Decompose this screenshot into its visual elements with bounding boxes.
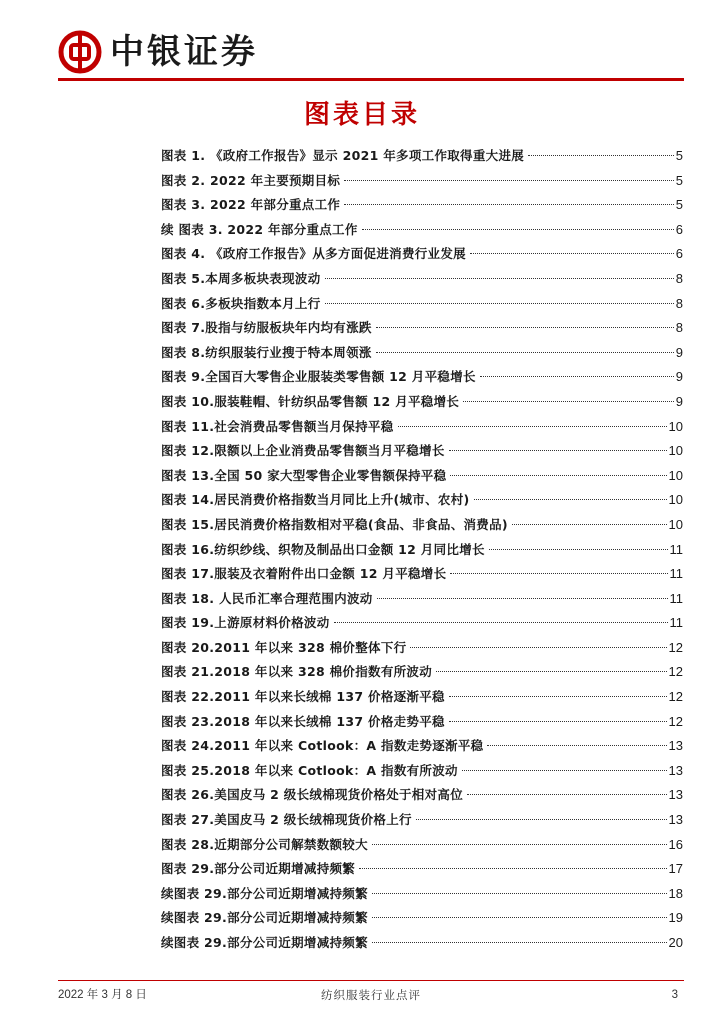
toc-entry[interactable] [161, 734, 683, 759]
toc-entry[interactable] [161, 316, 683, 341]
toc-entry-label: 图表 21.2018 年以来 328 棉价指数有所波动 [161, 664, 433, 680]
toc-entry[interactable] [161, 660, 683, 685]
toc-dot-leader [528, 155, 674, 156]
toc-entry-page: 11 [669, 566, 683, 582]
toc-entry-page: 10 [668, 418, 683, 434]
toc-entry[interactable] [161, 169, 683, 194]
toc-entry[interactable] [161, 685, 683, 710]
toc-entry-label: 图表 13.全国 50 家大型零售企业零售额保持平稳 [161, 467, 447, 483]
toc-entry-label: 图表 10.服装鞋帽、针纺织品零售额 12 月平稳增长 [161, 393, 460, 409]
toc-dot-leader [325, 303, 674, 304]
toc-dot-leader [359, 868, 666, 869]
toc-entry[interactable] [161, 857, 683, 882]
toc-entry-label: 图表 26.美国皮马 2 级长绒棉现货价格处于相对高位 [161, 787, 463, 803]
toc-entry-label: 图表 2. 2022 年主要预期目标 [161, 172, 341, 188]
toc-dot-leader [470, 253, 674, 254]
header-divider [58, 78, 684, 81]
toc-dot-leader [512, 524, 667, 525]
toc-entry-page: 11 [669, 590, 683, 606]
toc-entry[interactable] [161, 759, 683, 784]
toc-entry-page: 13 [668, 812, 683, 828]
bank-of-china-logo-icon [58, 30, 102, 74]
toc-entry-label: 图表 16.纺织纱线、织物及制品出口金额 12 月同比增长 [161, 541, 485, 557]
toc-dot-leader [344, 180, 674, 181]
toc-entry-label: 图表 25.2018 年以来 Cotlook：A 指数有所波动 [161, 762, 458, 778]
toc-entry[interactable] [161, 931, 683, 956]
toc-entry-page: 13 [668, 738, 683, 754]
toc-dot-leader [325, 278, 674, 279]
toc-dot-leader [450, 573, 667, 574]
toc-entry[interactable] [161, 292, 683, 317]
toc-title: 图表目录 [303, 100, 420, 130]
toc-entry-label: 图表 22.2011 年以来长绒棉 137 价格逐渐平稳 [161, 689, 445, 705]
toc-entry-label: 图表 19.上游原材料价格波动 [161, 615, 330, 631]
table-of-figures [161, 144, 683, 956]
toc-dot-leader [474, 499, 667, 500]
toc-dot-leader [372, 844, 667, 845]
toc-entry[interactable] [161, 144, 683, 169]
toc-entry[interactable] [161, 488, 683, 513]
toc-entry-label: 图表 4. 《政府工作报告》从多方面促进消费行业发展 [161, 246, 466, 262]
toc-entry-page: 8 [675, 270, 683, 286]
toc-entry-page: 5 [675, 172, 683, 188]
toc-entry[interactable] [161, 783, 683, 808]
toc-dot-leader [398, 426, 667, 427]
toc-dot-leader [410, 647, 666, 648]
toc-dot-leader [436, 671, 666, 672]
toc-entry-page: 16 [668, 836, 683, 852]
toc-dot-leader [449, 696, 667, 697]
toc-entry[interactable] [161, 242, 683, 267]
toc-entry-label: 图表 28.近期部分公司解禁数额较大 [161, 836, 368, 852]
toc-dot-leader [377, 598, 668, 599]
toc-entry-page: 12 [668, 664, 683, 680]
toc-dot-leader [450, 475, 666, 476]
toc-entry-page: 9 [675, 369, 683, 385]
toc-entry-page: 12 [668, 639, 683, 655]
toc-entry[interactable] [161, 882, 683, 907]
toc-dot-leader [376, 327, 674, 328]
toc-entry[interactable] [161, 562, 683, 587]
toc-entry-page: 10 [668, 516, 683, 532]
toc-entry[interactable] [161, 390, 683, 415]
toc-entry-page: 6 [675, 246, 683, 262]
toc-entry-page: 8 [675, 295, 683, 311]
toc-entry-label: 图表 11.社会消费品零售额当月保持平稳 [161, 418, 394, 434]
toc-entry-label: 图表 6.多板块指数本月上行 [161, 295, 321, 311]
toc-entry-page: 12 [668, 713, 683, 729]
page-footer [58, 985, 684, 1005]
toc-entry-page: 5 [675, 148, 683, 163]
toc-dot-leader [462, 770, 667, 771]
toc-entry-label: 图表 27.美国皮马 2 级长绒棉现货价格上行 [161, 812, 412, 828]
toc-entry-page: 10 [668, 492, 683, 508]
toc-entry[interactable] [161, 415, 683, 440]
toc-entry-label: 续图表 29.部分公司近期增减持频繁 [161, 935, 368, 950]
toc-dot-leader [463, 401, 674, 402]
toc-entry-label: 图表 5.本周多板块表现波动 [161, 270, 321, 286]
toc-entry-page: 11 [669, 615, 683, 631]
toc-entry[interactable] [161, 341, 683, 366]
toc-entry-label: 图表 15.居民消费价格指数相对平稳(食品、非食品、消费品) [161, 516, 508, 532]
toc-dot-leader [372, 942, 667, 943]
toc-entry[interactable] [161, 218, 683, 243]
toc-entry-label: 图表 1. 《政府工作报告》显示 2021 年多项工作取得重大进展 [161, 148, 525, 163]
page-header [58, 28, 684, 78]
toc-entry-label: 续图表 29.部分公司近期增减持频繁 [161, 885, 368, 901]
footer-divider [58, 980, 684, 981]
toc-entry[interactable] [161, 587, 683, 612]
toc-entry[interactable] [161, 513, 683, 538]
toc-dot-leader [372, 917, 667, 918]
toc-entry[interactable] [161, 710, 683, 735]
toc-entry-label: 图表 9.全国百大零售企业服装类零售额 12 月平稳增长 [161, 369, 476, 385]
toc-entry-label: 续 图表 3. 2022 年部分重点工作 [161, 221, 358, 237]
toc-dot-leader [480, 376, 674, 377]
brand-name: 中银证券 [110, 32, 258, 72]
toc-entry-label: 图表 18. 人民币汇率合理范围内波动 [161, 590, 373, 606]
toc-entry-page: 10 [668, 443, 683, 459]
toc-entry-page: 9 [675, 393, 683, 409]
toc-entry-page: 13 [668, 762, 683, 778]
toc-entry-page: 6 [675, 221, 683, 237]
toc-dot-leader [489, 549, 668, 550]
toc-entry[interactable] [161, 611, 683, 636]
toc-entry-label: 图表 14.居民消费价格指数当月同比上升(城市、农村) [161, 492, 470, 508]
toc-entry-label: 图表 17.服装及衣着附件出口金额 12 月平稳增长 [161, 566, 447, 582]
toc-entry-page: 20 [668, 935, 683, 950]
toc-dot-leader [362, 229, 674, 230]
toc-entry-page: 9 [675, 344, 683, 360]
toc-entry[interactable] [161, 906, 683, 931]
toc-entry-page: 10 [668, 467, 683, 483]
toc-entry[interactable] [161, 464, 683, 489]
toc-dot-leader [344, 204, 674, 205]
toc-entry-label: 续图表 29.部分公司近期增减持频繁 [161, 910, 368, 926]
toc-entry-page: 17 [668, 861, 683, 877]
toc-dot-leader [467, 794, 667, 795]
toc-dot-leader [334, 622, 668, 623]
toc-entry-label: 图表 3. 2022 年部分重点工作 [161, 197, 341, 213]
toc-entry[interactable] [161, 193, 683, 218]
toc-dot-leader [449, 450, 667, 451]
footer-date: 2022 年 3 月 8 日 [58, 989, 147, 1001]
toc-dot-leader [416, 819, 667, 820]
toc-entry[interactable] [161, 808, 683, 833]
toc-dot-leader [449, 721, 667, 722]
toc-entry-page: 11 [669, 541, 683, 557]
toc-entry-label: 图表 23.2018 年以来长绒棉 137 价格走势平稳 [161, 713, 445, 729]
toc-entry-label: 图表 20.2011 年以来 328 棉价整体下行 [161, 639, 407, 655]
toc-entry-label: 图表 8.纺织服装行业搜于特本周领涨 [161, 344, 372, 360]
toc-entry-label: 图表 29.部分公司近期增减持频繁 [161, 861, 356, 877]
toc-dot-leader [487, 745, 666, 746]
toc-entry-page: 8 [675, 320, 683, 336]
toc-entry[interactable] [161, 365, 683, 390]
toc-entry[interactable] [161, 267, 683, 292]
toc-dot-leader [372, 893, 667, 894]
toc-entry[interactable] [161, 538, 683, 563]
toc-entry-label: 图表 7.股指与纺服板块年内均有涨跌 [161, 320, 372, 336]
toc-entry[interactable] [161, 833, 683, 858]
toc-entry-label: 图表 24.2011 年以来 Cotlook：A 指数走势逐渐平稳 [161, 738, 484, 754]
toc-entry-page: 19 [668, 910, 683, 926]
toc-entry[interactable] [161, 439, 683, 464]
toc-entry[interactable] [161, 636, 683, 661]
toc-entry-page: 12 [668, 689, 683, 705]
toc-entry-label: 图表 12.限额以上企业消费品零售额当月平稳增长 [161, 443, 445, 459]
footer-page-number: 3 [671, 989, 678, 1001]
toc-entry-page: 18 [668, 885, 683, 901]
footer-report-type: 纺织服装行业点评 [321, 988, 421, 1002]
toc-entry-page: 13 [668, 787, 683, 803]
toc-entry-page: 5 [675, 197, 683, 213]
toc-dot-leader [376, 352, 674, 353]
